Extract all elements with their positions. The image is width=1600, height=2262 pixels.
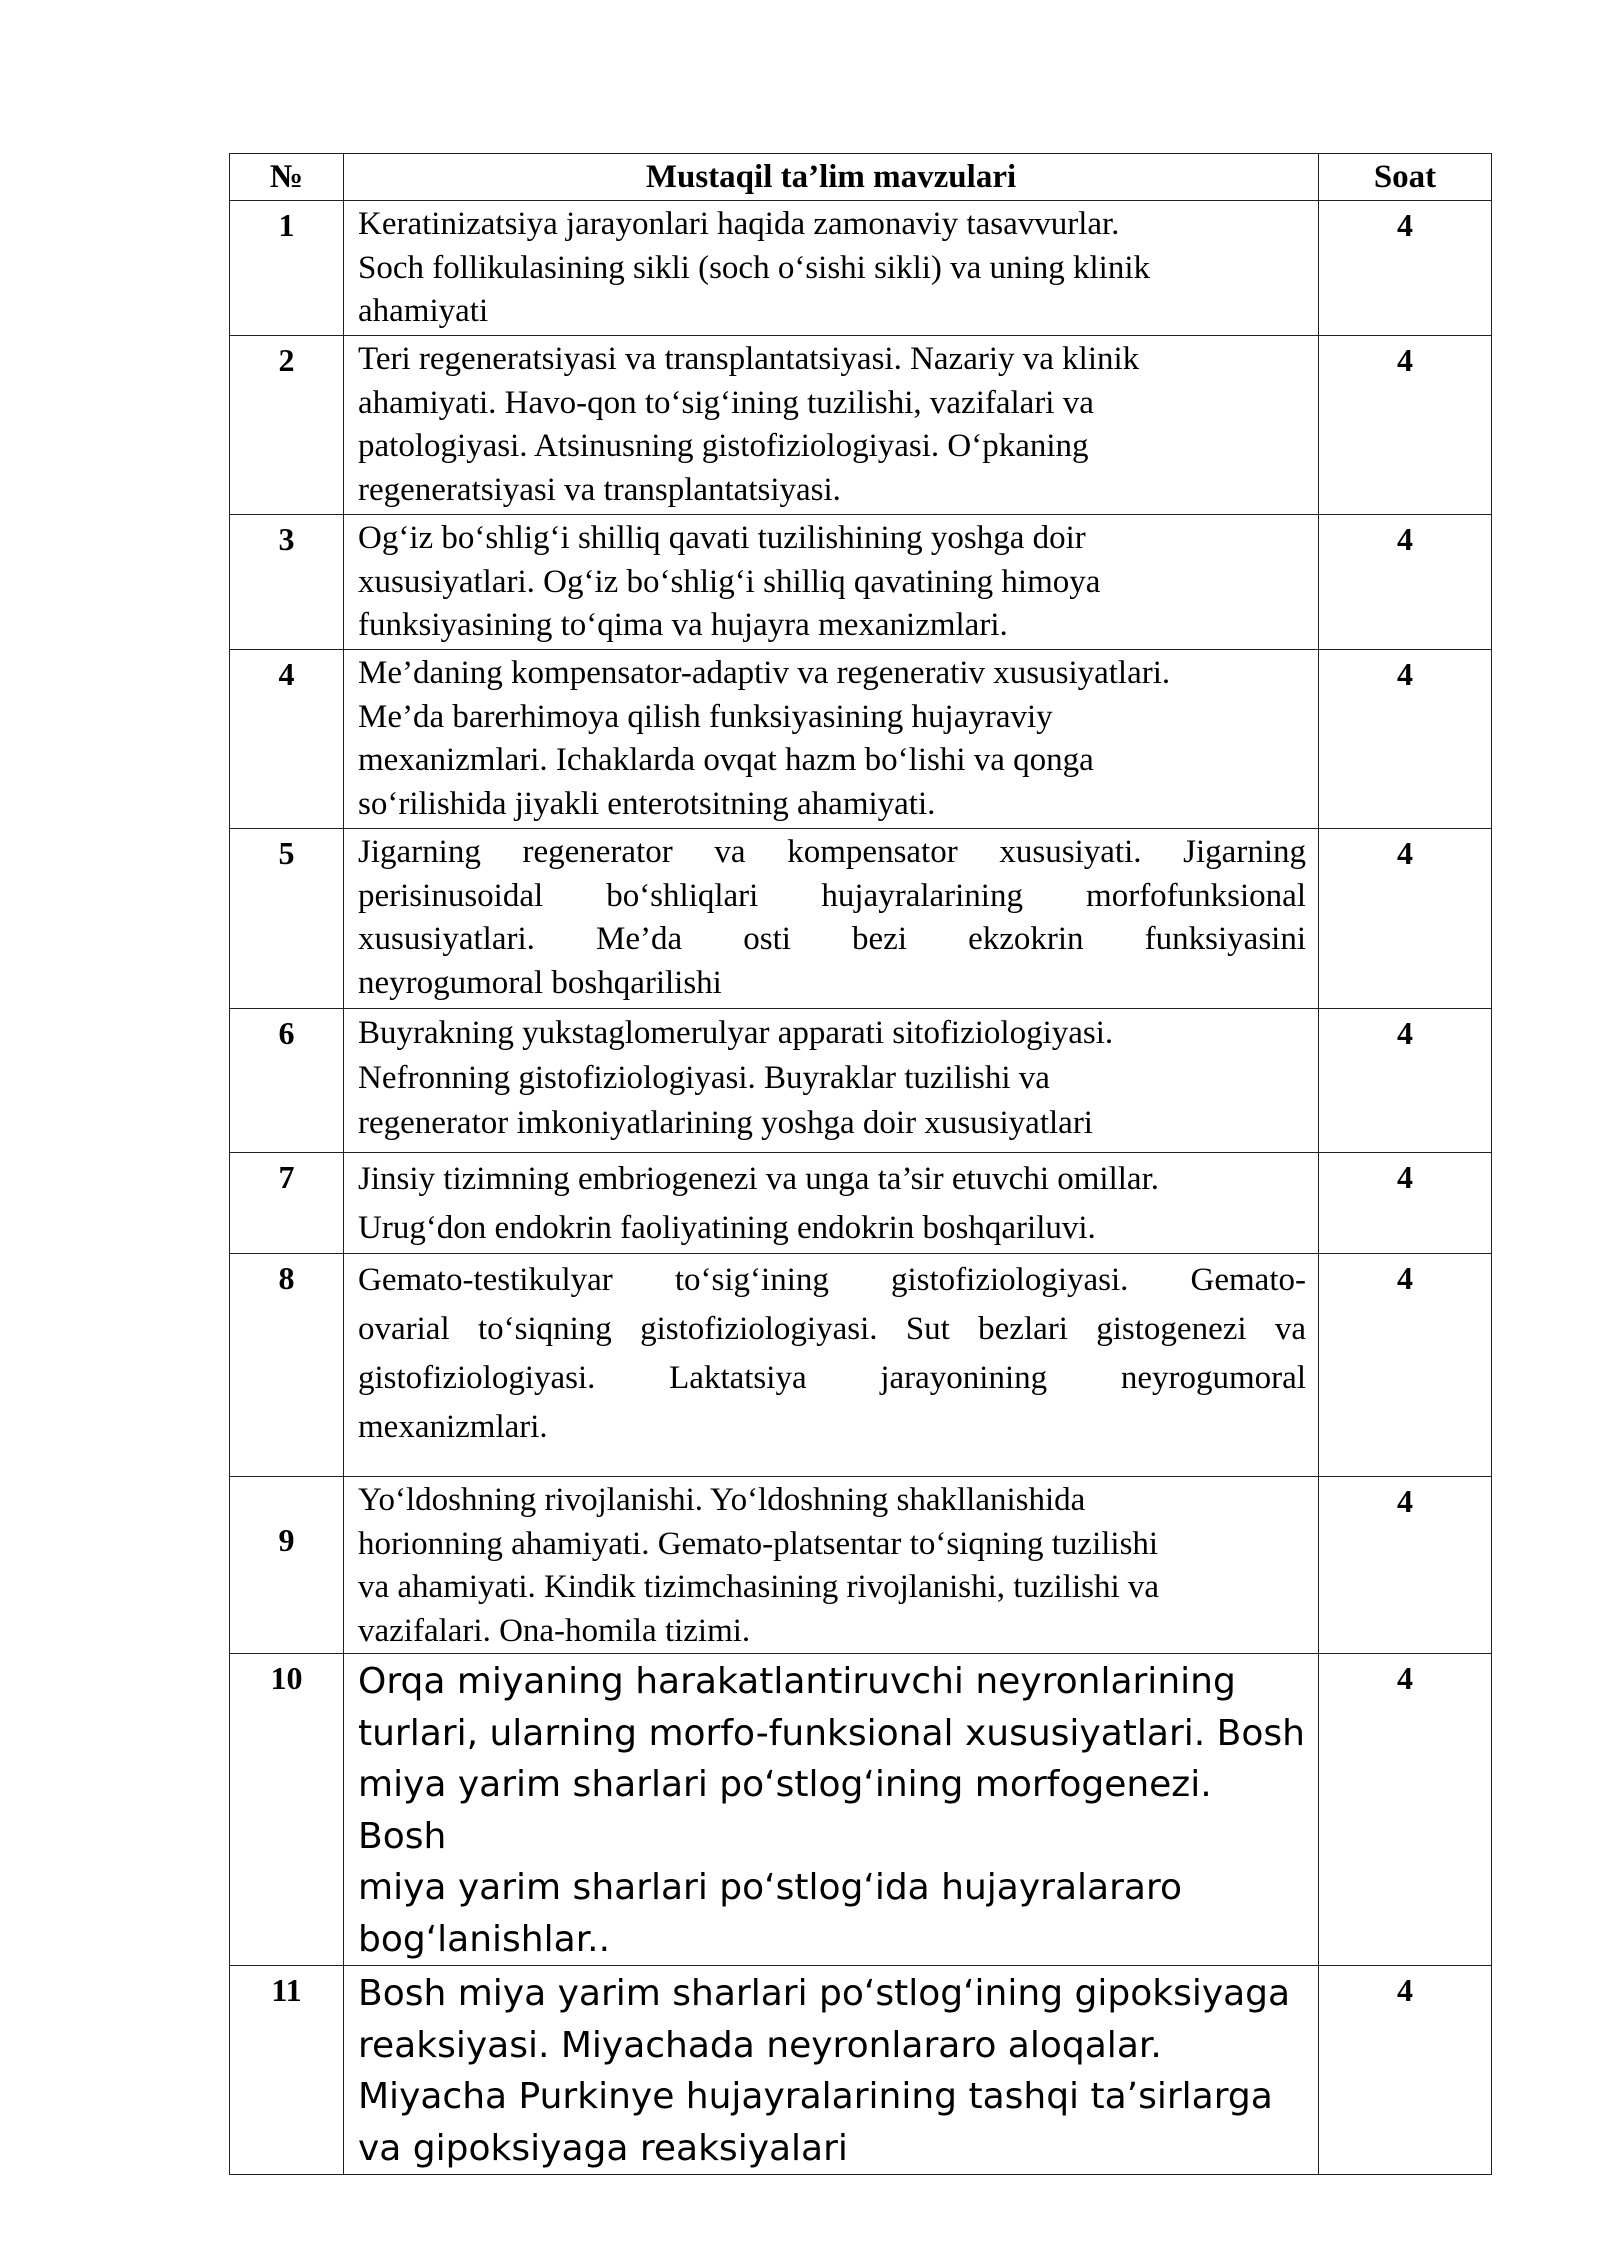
topic-line: Me’da barerhimoya qilish funksiyasining hujayraviy (358, 698, 1053, 735)
topic-line: reaksiyasi. Miyachada neyronlararo aloqalar. (358, 2024, 1162, 2066)
topic-line: vazifalari. Ona-homila tizimi. (358, 1612, 751, 1649)
row-topic (344, 1254, 1319, 1477)
row-hours: 4 (1319, 336, 1492, 515)
topic-line: mexanizmlari. Ichaklarda ovqat hazm bo‘lishi va qonga (358, 742, 1094, 778)
topic-line: regenerator imkoniyatlarining yoshga doir xususiyatlari (358, 1105, 1093, 1141)
row-number: 10 (230, 1654, 344, 1966)
topic-line: gistofiziologiyasi. Laktatsiya jarayonining neyrogumoral (358, 1360, 1306, 1396)
topic-line: Urug‘don endokrin faoliyatining endokrin boshqariluvi. (358, 1210, 1096, 1246)
row-hours: 4 (1319, 1966, 1492, 2175)
topics-table (229, 153, 1492, 2175)
table-row (230, 1477, 1492, 1654)
topic-line: Jigarning regenerator va kompensator xususiyati. Jigarning (358, 834, 1306, 870)
topic-line: Teri regeneratsiyasi va transplantatsiyasi. Nazariy va klinik (358, 341, 1140, 377)
topic-line: regeneratsiyasi va transplantatsiyasi. (358, 471, 841, 508)
topic-line: va ahamiyati. Kindik tizimchasining rivojlanishi, tuzilishi va (358, 1569, 1160, 1605)
row-topic (344, 336, 1319, 515)
row-number: 3 (230, 515, 344, 650)
topic-line: ahamiyati. Havo-qon to‘sig‘ining tuzilishi, vazifalari va (358, 384, 1094, 421)
row-topic (344, 1009, 1319, 1153)
topic-line: mexanizmlari. (358, 1409, 548, 1445)
row-hours: 4 (1319, 829, 1492, 1009)
topic-line: xususiyatlari. Me’da osti bezi ekzokrin funksiyasini (358, 921, 1306, 957)
row-hours: 4 (1319, 1254, 1492, 1477)
row-topic (344, 1477, 1319, 1654)
row-number: 5 (230, 829, 344, 1009)
row-topic (344, 1654, 1319, 1966)
topic-line: funksiyasining to‘qima va hujayra mexanizmlari. (358, 607, 1008, 643)
row-number: 1 (230, 201, 344, 336)
topic-line: Soch follikulasining sikli (soch o‘sishi sikli) va uning klinik (358, 249, 1150, 286)
topic-line: so‘rilishida jiyakli enterotsitning ahamiyati. (358, 785, 936, 822)
table-row (230, 829, 1492, 1009)
topic-line: horionning ahamiyati. Gemato-platsentar to‘siqning tuzilishi (358, 1525, 1159, 1562)
header-number: № (230, 154, 344, 201)
topic-line: Gemato-testikulyar to‘sig‘ining gistofiziologiyasi. Gemato- (358, 1262, 1306, 1298)
row-topic (344, 829, 1319, 1009)
row-number: 4 (230, 650, 344, 829)
row-hours: 4 (1319, 1477, 1492, 1654)
row-number: 11 (230, 1966, 344, 2175)
row-hours: 4 (1319, 1153, 1492, 1254)
row-number: 2 (230, 336, 344, 515)
table-row (230, 650, 1492, 829)
row-topic (344, 650, 1319, 829)
row-hours: 4 (1319, 650, 1492, 829)
row-topic (344, 1153, 1319, 1254)
table-row (230, 515, 1492, 650)
topic-line: Jinsiy tizimning embriogenezi va unga ta’sir etuvchi omillar. (358, 1161, 1159, 1197)
topic-line: xususiyatlari. Og‘iz bo‘shlig‘i shilliq qavatining himoya (358, 563, 1101, 600)
table-row (230, 1009, 1492, 1153)
row-number: 9 (230, 1477, 344, 1654)
topic-line: Me’daning kompensator-adaptiv va regenerativ xususiyatlari. (358, 655, 1171, 691)
topic-line: ahamiyati (358, 293, 489, 329)
topic-line: miya yarim sharlari po‘stlog‘ining morfogenezi. Bosh (358, 1764, 1212, 1857)
topic-line: Bosh miya yarim sharlari po‘stlog‘ining gipoksiyaga (358, 1973, 1291, 2014)
topic-line: Orqa miyaning harakatlantiruvchi neyronlarining (358, 1661, 1236, 1702)
table-row (230, 1254, 1492, 1477)
row-number: 7 (230, 1153, 344, 1254)
header-hours: Soat (1319, 154, 1492, 201)
table-row (230, 1153, 1492, 1254)
row-number: 8 (230, 1254, 344, 1477)
header-topic: Mustaqil ta’lim mavzulari (344, 154, 1319, 201)
row-topic (344, 201, 1319, 336)
row-hours: 4 (1319, 201, 1492, 336)
table-row (230, 1654, 1492, 1966)
row-topic (344, 1966, 1319, 2175)
topic-line: turlari, ularning morfo-funksional xususiyatlari. Bosh (358, 1712, 1305, 1754)
table-row (230, 1966, 1492, 2175)
row-hours: 4 (1319, 1654, 1492, 1966)
topic-line: neyrogumoral boshqarilishi (358, 964, 722, 1001)
row-number: 6 (230, 1009, 344, 1153)
topic-line: bog‘lanishlar.. (358, 1918, 611, 1960)
row-hours: 4 (1319, 515, 1492, 650)
table-header-row (230, 154, 1492, 201)
topic-line: Keratinizatsiya jarayonlari haqida zamonaviy tasavvurlar. (358, 206, 1120, 242)
table-row (230, 336, 1492, 515)
topic-line: Miyacha Purkinye hujayralarining tashqi ta’sirlarga (358, 2076, 1273, 2117)
topic-line: Nefronning gistofiziologiyasi. Buyraklar tuzilishi va (358, 1060, 1050, 1096)
topic-line: ovarial to‘siqning gistofiziologiyasi. Sut bezlari gistogenezi va (358, 1311, 1306, 1347)
topic-line: Buyrakning yukstaglomerulyar apparati sitofiziologiyasi. (358, 1015, 1114, 1051)
topic-line: miya yarim sharlari po‘stlog‘ida hujayralararo (358, 1867, 1182, 1908)
topic-line: perisinusoidal bo‘shliqlari hujayralarining morfofunksional (358, 877, 1306, 914)
row-topic (344, 515, 1319, 650)
topic-line: Yo‘ldoshning rivojlanishi. Yo‘ldoshning shakllanishida (358, 1482, 1086, 1518)
topic-line: va gipoksiyaga reaksiyalari (358, 2127, 848, 2169)
topic-line: Og‘iz bo‘shlig‘i shilliq qavati tuzilishining yoshga doir (358, 520, 1086, 556)
table-row (230, 201, 1492, 336)
row-hours: 4 (1319, 1009, 1492, 1153)
topic-line: patologiyasi. Atsinusning gistofiziologiyasi. O‘pkaning (358, 428, 1089, 464)
